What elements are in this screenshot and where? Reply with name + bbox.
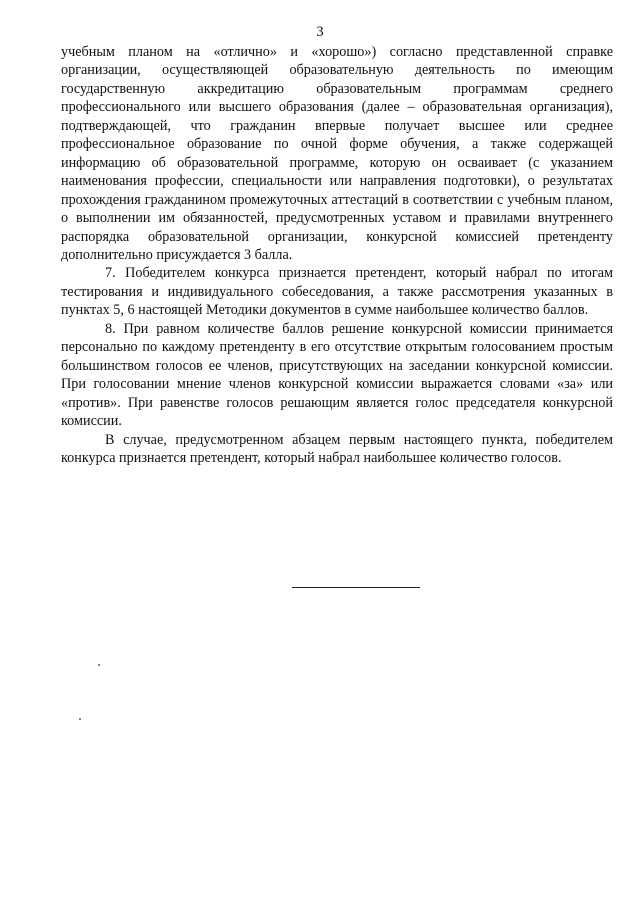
paragraph-item-7: 7. Победителем конкурса признается претендент, который набрал по итогам тестирования и индивидуального собеседования, а также рассмотрения указанных в пунктах 5, 6 настоящей Методики документов в сумме наибольшее количество баллов.	[61, 265, 613, 319]
page-number: 3	[316, 24, 324, 40]
paragraph-item-8-second: В случае, предусмотренном абзацем первым настоящего пункта, победителем конкурса признается претендент, который набрал наибольшее количество голосов.	[61, 431, 613, 466]
scan-speck	[98, 664, 100, 666]
paragraph-item-8: 8. При равном количестве баллов решение конкурсной комиссии принимается персонально по каждому претенденту в его отсутствие открытым голосованием простым большинством голосов ее членов, присутствующих на заседании конкурсной комиссии. При голосовании мнение членов конкурсной комиссии выражается словами «за» или «против». При равенстве голосов решающим является голос председателя конкурсной комиссии.	[61, 320, 613, 430]
document-body	[61, 43, 613, 467]
end-separator-line	[292, 587, 420, 588]
scan-speck	[79, 718, 81, 720]
paragraph-continuation: учебным планом на «отлично» и «хорошо») согласно представленной справке организации, осуществляющей образовательную деятельность по имеющим государственную аккредитацию образовательным программам среднего профессионального или высшего образования (далее – образовательная организация), подтверждающей, что гражданин впервые получает высшее или среднее профессиональное образование по очной форме обучения, а также содержащей информацию об образовательной программе, которую он осваивает (с указанием наименования профессии, специальности или направления подготовки), о результатах прохождения гражданином промежуточных аттестаций в соответствии с учебным планом, о выполнении им обязанностей, предусмотренных уставом и правилами внутреннего распорядка образовательной организации, конкурсной комиссией претенденту дополнительно присуждается 3 балла.	[61, 44, 613, 263]
